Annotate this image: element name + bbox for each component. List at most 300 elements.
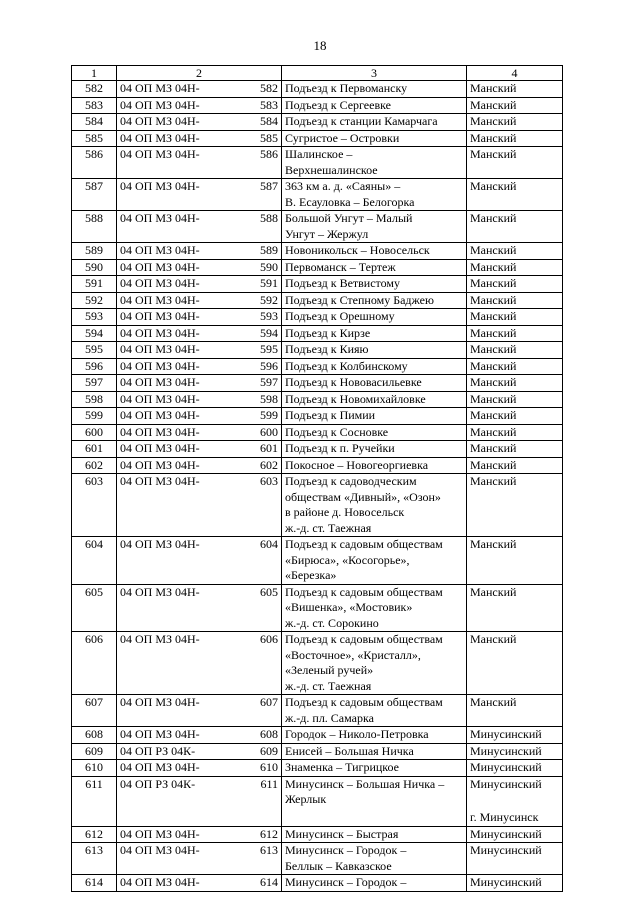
row-number-cell: 583 (72, 97, 117, 114)
road-name-cell (282, 424, 467, 441)
district-line: Минусинский (470, 843, 542, 857)
row-number-cell: 593 (72, 309, 117, 326)
road-id-cell (117, 727, 282, 744)
road-name-line: Большой Унгут – Малый (285, 211, 413, 225)
district-line: Манский (470, 474, 517, 488)
table-row (72, 776, 563, 826)
table-row (72, 632, 563, 695)
district-line: Минусинский (470, 776, 542, 791)
district-cell (467, 537, 563, 585)
district-line: Манский (470, 584, 517, 599)
header-cell: 3 (282, 66, 467, 81)
table-row (72, 342, 563, 359)
district-cell (467, 474, 563, 537)
row-number-cell: 592 (72, 292, 117, 309)
road-id-number: 604 (260, 537, 278, 551)
district-line: Манский (470, 292, 517, 307)
district-line: Манский (470, 358, 517, 373)
road-name-line: Енисей – Большая Ничка (285, 743, 414, 758)
table-row (72, 695, 563, 727)
table-row (72, 375, 563, 392)
table-row (72, 147, 563, 179)
road-id-prefix: 04 ОП МЗ 04Н- (120, 309, 200, 323)
district-line: Минусинский (470, 760, 542, 774)
road-id-prefix: 04 ОП МЗ 04Н- (120, 474, 200, 488)
district-cell (467, 695, 563, 727)
road-id-number: 591 (260, 276, 278, 290)
road-id-number: 610 (260, 760, 278, 774)
row-number-cell: 610 (72, 760, 117, 777)
road-name-cell (282, 826, 467, 843)
road-name-line: Сугристое – Островки (285, 130, 400, 145)
district-line: Манский (470, 179, 517, 193)
road-id-number: 608 (260, 727, 278, 741)
road-id-prefix: 04 ОП МЗ 04Н- (120, 826, 200, 841)
road-name-line: Знаменка – Тигрицкое (285, 760, 399, 774)
road-id-prefix: 04 ОП МЗ 04Н- (120, 114, 200, 128)
district-line: Манский (470, 130, 517, 145)
district-cell (467, 843, 563, 875)
road-name-line: Подъезд к Пимии (285, 408, 376, 422)
road-name-line: ж.-д. ст. Таежная (285, 678, 372, 693)
district-line: Манский (470, 309, 517, 323)
table-row (72, 358, 563, 375)
district-line: Минусинский (470, 727, 542, 741)
road-id-cell (117, 760, 282, 777)
road-name-line: Подъезд к Колбинскому (285, 358, 408, 373)
road-id-number: 597 (260, 375, 278, 389)
district-cell (467, 408, 563, 425)
district-cell (467, 743, 563, 760)
district-cell (467, 584, 563, 632)
road-name-line: Подъезд к Новомихайловке (285, 391, 426, 406)
row-number-cell: 582 (72, 81, 117, 98)
road-id-number: 584 (260, 114, 278, 128)
road-name-line: обществам «Дивный», «Озон» (285, 489, 441, 504)
road-id-cell (117, 276, 282, 293)
road-id-cell (117, 81, 282, 98)
table-row (72, 325, 563, 342)
road-id-number: 594 (260, 325, 278, 340)
district-cell (467, 342, 563, 359)
road-id-number: 614 (260, 875, 278, 889)
road-name-line: Подъезд к садовым обществам (285, 584, 443, 599)
row-number-cell: 587 (72, 179, 117, 211)
road-name-line: Минусинск – Городок – (285, 843, 407, 857)
road-name-line: Шалинское – (285, 147, 353, 161)
road-id-cell (117, 114, 282, 131)
district-cell (467, 211, 563, 243)
road-name-cell (282, 309, 467, 326)
road-id-prefix: 04 ОП МЗ 04Н- (120, 325, 200, 340)
road-id-number: 590 (260, 259, 278, 274)
road-id-number: 599 (260, 408, 278, 422)
table-row (72, 727, 563, 744)
row-number-cell: 606 (72, 632, 117, 695)
district-cell (467, 179, 563, 211)
road-id-prefix: 04 ОП МЗ 04Н- (120, 179, 200, 193)
road-id-cell (117, 325, 282, 342)
road-name-line: Новоникольск – Новосельск (285, 243, 430, 257)
table-row (72, 276, 563, 293)
road-id-prefix: 04 ОП МЗ 04Н- (120, 243, 200, 257)
road-id-prefix: 04 ОП МЗ 04Н- (120, 537, 200, 551)
page-number: 18 (313, 38, 327, 53)
district-cell (467, 97, 563, 114)
district-cell (467, 826, 563, 843)
road-name-line: Подъезд к станции Камарчага (285, 114, 438, 128)
district-cell (467, 81, 563, 98)
road-id-number: 582 (260, 81, 278, 95)
road-name-line: В. Есауловка – Белогорка (285, 194, 415, 209)
road-name-cell (282, 243, 467, 260)
table-row (72, 292, 563, 309)
road-id-cell (117, 211, 282, 243)
road-id-number: 602 (260, 457, 278, 472)
district-cell (467, 632, 563, 695)
road-id-prefix: 04 ОП МЗ 04Н- (120, 584, 200, 599)
row-number-cell: 597 (72, 375, 117, 392)
road-id-number: 586 (260, 147, 278, 161)
district-cell (467, 457, 563, 474)
table-row (72, 408, 563, 425)
road-id-prefix: 04 ОП МЗ 04Н- (120, 342, 200, 356)
table-row (72, 537, 563, 585)
road-id-number: 587 (260, 179, 278, 193)
road-name-cell (282, 276, 467, 293)
road-name-line: Минусинск – Большая Ничка – (285, 776, 445, 791)
road-id-cell (117, 391, 282, 408)
road-id-prefix: 04 ОП РЗ 04К- (120, 743, 196, 758)
road-name-cell (282, 743, 467, 760)
district-line: г. Минусинск (470, 810, 539, 824)
row-number-cell: 609 (72, 743, 117, 760)
road-name-cell (282, 875, 467, 892)
road-name-cell (282, 130, 467, 147)
district-line: Минусинский (470, 875, 542, 889)
table-row (72, 114, 563, 131)
road-name-line: Подъезд к Кирзе (285, 325, 371, 340)
road-id-cell (117, 408, 282, 425)
road-name-line: Подъезд к садоводческим (285, 474, 417, 488)
road-id-prefix: 04 ОП МЗ 04Н- (120, 760, 200, 774)
district-cell (467, 391, 563, 408)
row-number-cell: 600 (72, 424, 117, 441)
district-cell (467, 292, 563, 309)
road-id-cell (117, 179, 282, 211)
row-number-cell: 601 (72, 441, 117, 458)
district-line: Манский (470, 632, 517, 646)
road-id-cell (117, 243, 282, 260)
table-row (72, 259, 563, 276)
road-id-cell (117, 259, 282, 276)
road-name-line: Городок – Николо-Петровка (285, 727, 429, 741)
road-name-line: Подъезд к садовым обществам (285, 695, 443, 709)
road-id-prefix: 04 ОП МЗ 04Н- (120, 424, 200, 439)
road-name-line: Жерлык (285, 792, 327, 806)
road-name-cell (282, 259, 467, 276)
road-name-line: Верхнешалинское (285, 162, 378, 177)
road-id-prefix: 04 ОП МЗ 04Н- (120, 358, 200, 373)
road-name-line: Подъезд к Кияю (285, 342, 369, 356)
district-line: Манский (470, 243, 517, 257)
row-number-cell: 602 (72, 457, 117, 474)
road-name-cell (282, 843, 467, 875)
road-id-prefix: 04 ОП МЗ 04Н- (120, 292, 200, 307)
road-name-cell (282, 81, 467, 98)
table-row (72, 457, 563, 474)
district-line: Манский (470, 81, 517, 95)
district-line: Манский (470, 147, 517, 161)
road-id-cell (117, 584, 282, 632)
district-line: Манский (470, 342, 517, 356)
road-name-line: Подъезд к садовым обществам (285, 632, 443, 646)
road-id-number: 583 (260, 97, 278, 112)
district-cell (467, 424, 563, 441)
table-row (72, 875, 563, 892)
table-row (72, 843, 563, 875)
road-name-cell (282, 147, 467, 179)
header-cell: 1 (72, 66, 117, 81)
district-cell (467, 276, 563, 293)
road-id-cell (117, 632, 282, 695)
row-number-cell: 586 (72, 147, 117, 179)
road-name-line: Подъезд к Ветвистому (285, 276, 401, 290)
row-number-cell: 595 (72, 342, 117, 359)
row-number-cell: 591 (72, 276, 117, 293)
district-line: Манский (470, 424, 517, 439)
road-name-cell (282, 474, 467, 537)
road-id-cell (117, 474, 282, 537)
road-id-cell (117, 97, 282, 114)
road-name-line: Минусинск – Городок – (285, 875, 407, 889)
road-id-prefix: 04 ОП МЗ 04Н- (120, 875, 200, 889)
road-id-number: 603 (260, 474, 278, 488)
table-row (72, 760, 563, 777)
district-cell (467, 259, 563, 276)
district-line: Манский (470, 457, 517, 472)
road-id-prefix: 04 ОП МЗ 04Н- (120, 632, 200, 646)
road-name-line: Беллык – Кавказское (285, 858, 392, 873)
road-name-cell (282, 584, 467, 632)
road-name-line: Минусинск – Быстрая (285, 826, 399, 841)
road-id-number: 585 (260, 130, 278, 145)
road-id-number: 598 (260, 391, 278, 406)
district-line: Манский (470, 114, 517, 128)
road-name-cell (282, 695, 467, 727)
road-id-number: 612 (260, 826, 278, 841)
road-id-prefix: 04 ОП МЗ 04Н- (120, 147, 200, 161)
row-number-cell: 611 (72, 776, 117, 826)
road-name-line: «Восточное», «Кристалл», (285, 647, 421, 662)
row-number-cell: 590 (72, 259, 117, 276)
district-line: Манский (470, 211, 517, 225)
district-line: Манский (470, 695, 517, 709)
road-id-cell (117, 358, 282, 375)
road-id-number: 611 (260, 776, 278, 791)
district-cell (467, 875, 563, 892)
road-name-line: в районе д. Новосельск (285, 505, 405, 519)
road-name-cell (282, 537, 467, 585)
district-line: Манский (470, 391, 517, 406)
row-number-cell: 612 (72, 826, 117, 843)
road-id-cell (117, 292, 282, 309)
table-row (72, 743, 563, 760)
district-cell (467, 243, 563, 260)
road-id-prefix: 04 ОП МЗ 04Н- (120, 81, 200, 95)
road-id-cell (117, 843, 282, 875)
road-id-prefix: 04 ОП МЗ 04Н- (120, 259, 200, 274)
road-name-cell (282, 760, 467, 777)
road-id-prefix: 04 ОП МЗ 04Н- (120, 843, 200, 857)
road-id-number: 609 (260, 743, 278, 758)
road-name-line: Первоманск – Тертеж (285, 259, 396, 274)
table-row (72, 474, 563, 537)
district-line: Манский (470, 259, 517, 274)
row-number-cell: 603 (72, 474, 117, 537)
road-name-cell (282, 727, 467, 744)
table-header-row (72, 66, 563, 81)
table-row (72, 130, 563, 147)
road-id-number: 596 (260, 358, 278, 373)
road-name-line: Унгут – Жержул (285, 226, 369, 241)
road-id-number: 605 (260, 584, 278, 599)
row-number-cell: 588 (72, 211, 117, 243)
road-name-cell (282, 391, 467, 408)
district-line: Манский (470, 276, 517, 290)
road-name-cell (282, 292, 467, 309)
road-name-cell (282, 632, 467, 695)
road-id-prefix: 04 ОП МЗ 04Н- (120, 375, 200, 389)
district-line: Манский (470, 537, 517, 551)
row-number-cell: 584 (72, 114, 117, 131)
district-line: Манский (470, 408, 517, 422)
road-id-cell (117, 875, 282, 892)
road-id-prefix: 04 ОП РЗ 04К- (120, 776, 196, 791)
road-name-cell (282, 358, 467, 375)
road-name-cell (282, 114, 467, 131)
road-id-prefix: 04 ОП МЗ 04Н- (120, 408, 200, 422)
road-name-line: «Бирюса», «Косогорье», (285, 552, 410, 567)
district-cell (467, 760, 563, 777)
road-id-prefix: 04 ОП МЗ 04Н- (120, 211, 200, 225)
table-row (72, 97, 563, 114)
district-cell (467, 358, 563, 375)
road-id-number: 592 (260, 292, 278, 307)
road-id-prefix: 04 ОП МЗ 04Н- (120, 391, 200, 406)
road-name-line: Подъезд к Орешному (285, 309, 395, 323)
road-id-cell (117, 441, 282, 458)
row-number-cell: 599 (72, 408, 117, 425)
road-name-line: 363 км а. д. «Саяны» – (285, 179, 401, 193)
district-cell (467, 309, 563, 326)
road-id-cell (117, 537, 282, 585)
road-id-cell (117, 375, 282, 392)
road-id-cell (117, 695, 282, 727)
road-name-line: Подъезд к Сосновке (285, 424, 389, 439)
row-number-cell: 604 (72, 537, 117, 585)
road-id-cell (117, 743, 282, 760)
district-line: Минусинский (470, 826, 542, 841)
road-name-cell (282, 211, 467, 243)
road-id-prefix: 04 ОП МЗ 04Н- (120, 457, 200, 472)
district-cell (467, 114, 563, 131)
row-number-cell: 589 (72, 243, 117, 260)
road-name-line: «Березка» (285, 568, 337, 582)
road-id-cell (117, 457, 282, 474)
row-number-cell: 608 (72, 727, 117, 744)
road-name-line: ж.-д. ст. Сорокино (285, 615, 379, 630)
road-name-line: Подъезд к п. Ручейки (285, 441, 395, 455)
table-row (72, 211, 563, 243)
district-cell (467, 441, 563, 458)
road-id-cell (117, 130, 282, 147)
district-line: Манский (470, 325, 517, 340)
road-id-cell (117, 342, 282, 359)
row-number-cell: 613 (72, 843, 117, 875)
road-id-number: 601 (260, 441, 278, 455)
road-id-prefix: 04 ОП МЗ 04Н- (120, 441, 200, 455)
table-row (72, 309, 563, 326)
district-cell (467, 776, 563, 826)
road-id-number: 613 (260, 843, 278, 857)
row-number-cell: 605 (72, 584, 117, 632)
road-name-line: Подъезд к садовым обществам (285, 537, 443, 551)
district-cell (467, 130, 563, 147)
table-row (72, 243, 563, 260)
road-id-prefix: 04 ОП МЗ 04Н- (120, 97, 200, 112)
row-number-cell: 598 (72, 391, 117, 408)
table-row (72, 424, 563, 441)
road-name-cell (282, 457, 467, 474)
district-line: Манский (470, 441, 517, 455)
road-id-cell (117, 826, 282, 843)
row-number-cell: 594 (72, 325, 117, 342)
table-row (72, 391, 563, 408)
road-name-line: Подъезд к Нововасильевке (285, 375, 422, 389)
district-line: Манский (470, 97, 517, 112)
table-row (72, 584, 563, 632)
header-cell: 2 (117, 66, 282, 81)
table-row (72, 441, 563, 458)
row-number-cell: 607 (72, 695, 117, 727)
table-row (72, 179, 563, 211)
road-name-cell (282, 342, 467, 359)
road-id-number: 588 (260, 211, 278, 225)
road-name-line: Подъезд к Первоманску (285, 81, 408, 95)
road-id-number: 600 (260, 424, 278, 439)
road-name-line: «Вишенка», «Мостовик» (285, 600, 413, 614)
road-id-number: 607 (260, 695, 278, 709)
district-line: Минусинский (470, 743, 542, 758)
road-id-prefix: 04 ОП МЗ 04Н- (120, 695, 200, 709)
road-name-line: ж.-д. пл. Самарка (285, 710, 374, 725)
road-id-prefix: 04 ОП МЗ 04Н- (120, 727, 200, 741)
road-name-line: Подъезд к Степному Баджею (285, 292, 434, 307)
road-name-cell (282, 375, 467, 392)
road-name-cell (282, 179, 467, 211)
road-name-cell (282, 97, 467, 114)
district-cell (467, 375, 563, 392)
road-name-cell (282, 776, 467, 826)
road-id-cell (117, 776, 282, 826)
road-name-cell (282, 441, 467, 458)
road-name-cell (282, 325, 467, 342)
road-id-number: 589 (260, 243, 278, 257)
road-name-cell (282, 408, 467, 425)
district-cell (467, 727, 563, 744)
table-row (72, 826, 563, 843)
